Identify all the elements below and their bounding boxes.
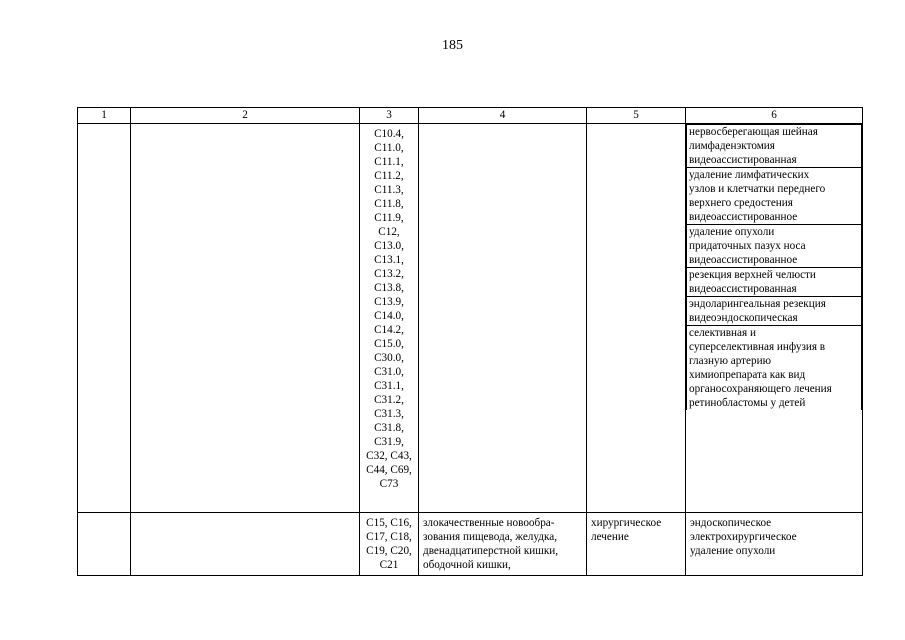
method-item <box>687 326 862 411</box>
header-cell-2: 2 <box>131 108 360 124</box>
text-line: C31.1, <box>374 380 404 392</box>
text-line: C31.3, <box>374 408 404 420</box>
text-line: C11.1, <box>374 156 404 168</box>
text-line: нервосберегающая шейная <box>689 126 818 138</box>
text-line: эндоскопическое <box>690 517 772 529</box>
text-line: C13.2, <box>374 268 404 280</box>
method-item <box>687 268 862 297</box>
text-line: C11.0, <box>374 142 404 154</box>
text-line: верхнего средостения <box>689 197 793 209</box>
cell-col5 <box>587 124 686 513</box>
header-cell-4: 4 <box>419 108 587 124</box>
text-line: химиопрепарата как вид <box>689 369 806 381</box>
text-line: C15.0, <box>374 338 404 350</box>
text-line: органосохраняющего лечения <box>689 383 832 395</box>
table-row <box>78 513 863 576</box>
text-line: C44, C69, <box>366 464 412 476</box>
text-line: селективная и <box>689 327 756 339</box>
methods-cell <box>686 124 863 513</box>
method-item <box>687 168 862 225</box>
cell-col2 <box>131 124 360 513</box>
header-cell-5: 5 <box>587 108 686 124</box>
text-line: C19, C20, <box>366 545 412 557</box>
text-line: C13.0, <box>374 240 404 252</box>
text-line: лимфаденэктомия <box>689 140 775 152</box>
text-line: видеоэндоскопическая <box>689 312 798 324</box>
text-line: C14.2, <box>374 324 404 336</box>
cell-col2 <box>131 513 360 576</box>
table-row <box>78 124 863 513</box>
method-item <box>687 225 862 268</box>
text-line: глазную артерию <box>689 355 771 367</box>
text-line: C31.2, <box>374 394 404 406</box>
text-line: эндоларингеальная резекция <box>689 298 826 310</box>
method-item <box>687 297 862 326</box>
cell-col1 <box>78 124 131 513</box>
text-line: удаление опухоли <box>690 545 776 557</box>
text-line: C11.3, <box>374 184 404 196</box>
procedures-table <box>77 107 863 576</box>
text-line: хирургическое <box>591 517 662 529</box>
text-line: суперселективная инфузия в <box>689 341 826 353</box>
text-line: C32, C43, <box>366 450 412 462</box>
text-line: видеоассистированная <box>689 283 797 295</box>
text-line: C15, C16, <box>366 517 412 529</box>
text-line: C31.0, <box>374 366 404 378</box>
text-line: C10.4, <box>374 128 404 140</box>
text-line: C12, <box>378 226 400 238</box>
text-line: C31.8, <box>374 422 404 434</box>
text-line: резекция верхней челюсти <box>689 269 816 281</box>
method-cell <box>686 513 863 576</box>
header-row <box>78 108 863 124</box>
header-cell-3: 3 <box>360 108 419 124</box>
text-line: зования пищевода, желудка, <box>423 531 557 543</box>
text-line: C17, C18, <box>366 531 412 543</box>
text-line: двенадцатиперстной кишки, <box>423 545 559 557</box>
text-line: C21 <box>379 559 399 571</box>
page-number: 185 <box>442 38 463 53</box>
text-line: удаление лимфатических <box>689 169 810 181</box>
methods-list <box>686 124 862 410</box>
text-line: ободочной кишки, <box>423 559 511 571</box>
text-line: C14.0, <box>374 310 404 322</box>
text-line: C11.9, <box>374 212 404 224</box>
treatment-cell <box>587 513 686 576</box>
text-line: злокачественные новообра- <box>423 517 555 529</box>
text-line: узлов и клетчатки переднего <box>689 183 826 195</box>
text-line: видеоассистированное <box>689 254 798 266</box>
cell-col1 <box>78 513 131 576</box>
method-item <box>687 125 862 168</box>
text-line: ретинобластомы у детей <box>689 397 806 409</box>
icd-codes-cell <box>360 124 419 513</box>
text-line: C13.1, <box>374 254 404 266</box>
diagnosis-cell <box>419 513 587 576</box>
text-line: лечение <box>591 531 629 543</box>
text-line: C30.0, <box>374 352 404 364</box>
header-cell-6: 6 <box>686 108 863 124</box>
text-line: C11.8, <box>374 198 404 210</box>
text-line: видеоассистированная <box>689 154 797 166</box>
text-line: C13.9, <box>374 296 404 308</box>
header-cell-1: 1 <box>78 108 131 124</box>
icd-codes-cell <box>360 513 419 576</box>
text-line: C73 <box>379 478 399 490</box>
text-line: электрохирургическое <box>690 531 797 543</box>
text-line: видеоассистированное <box>689 211 798 223</box>
text-line: придаточных пазух носа <box>689 240 806 252</box>
text-line: C13.8, <box>374 282 404 294</box>
text-line: C11.2, <box>374 170 404 182</box>
text-line: удаление опухоли <box>689 226 775 238</box>
text-line: C31.9, <box>374 436 404 448</box>
cell-col4 <box>419 124 587 513</box>
